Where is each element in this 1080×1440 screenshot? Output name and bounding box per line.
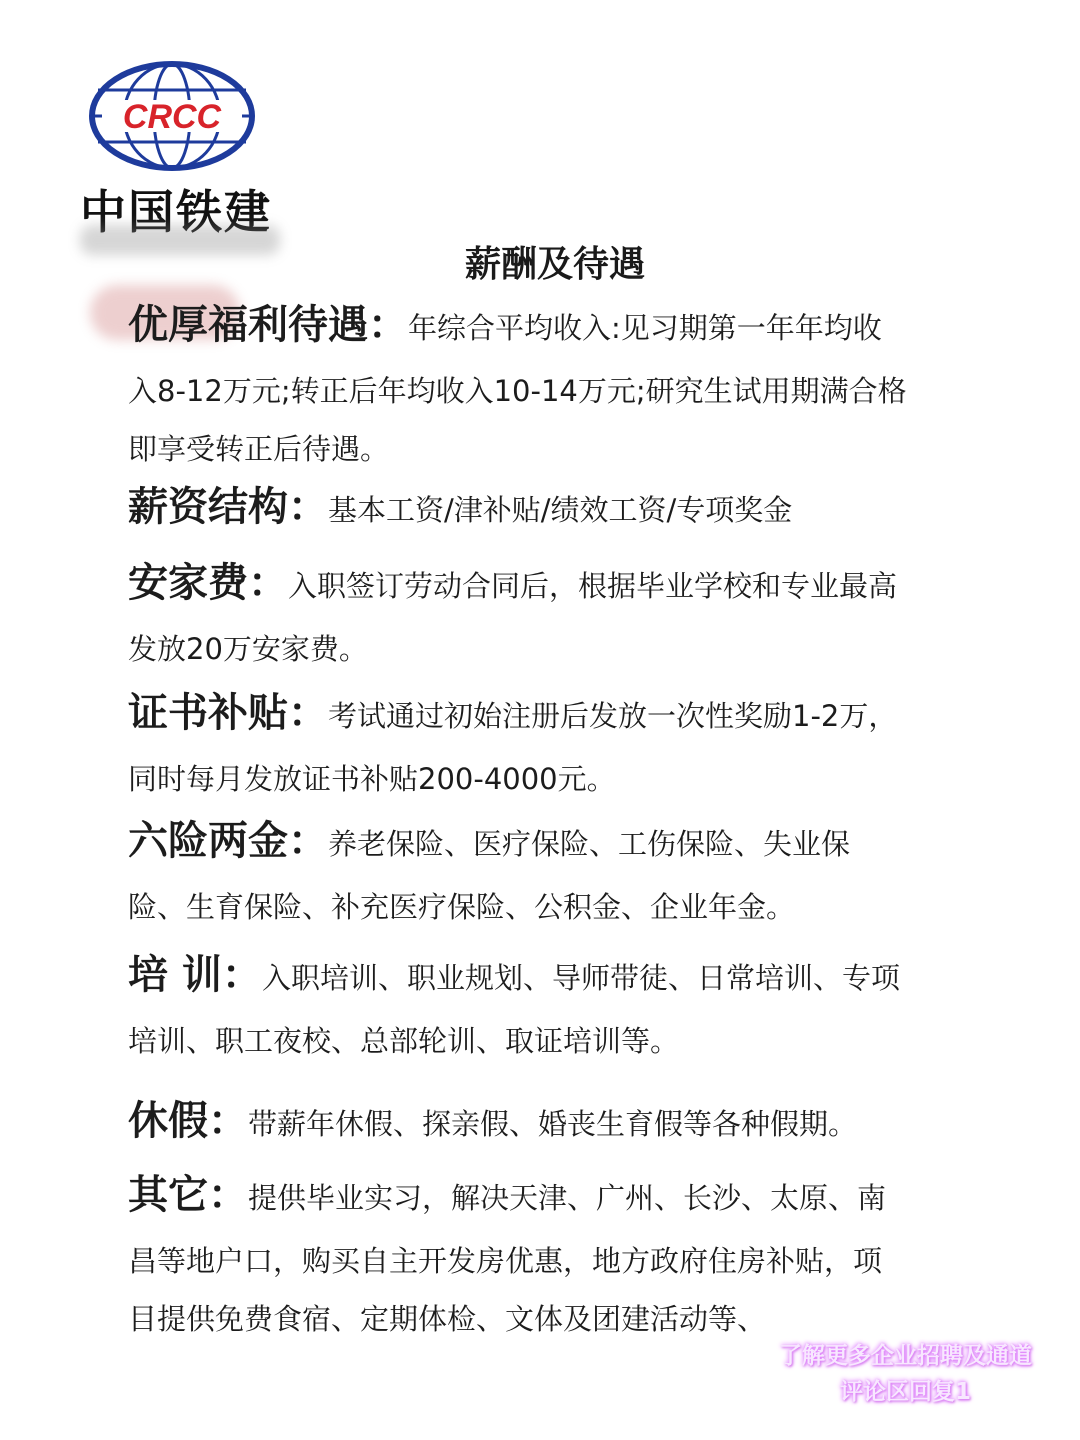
section-text: 提供毕业实习，解决天津、广州、长沙、太原、南: [248, 1181, 887, 1215]
comment-reply-watermark: [779, 1338, 1032, 1410]
section-label: 六险两金：: [128, 818, 328, 864]
section-text: 即享受转正后待遇。: [128, 432, 390, 466]
section-benefits: [128, 296, 907, 478]
section-text: 险、生育保险、补充医疗保险、公积金、企业年金。: [128, 890, 796, 924]
section-label: 休假：: [128, 1098, 248, 1144]
section-salary-structure: [128, 478, 792, 544]
section-text: 入职签订劳动合同后，根据毕业学校和专业最高: [288, 569, 898, 603]
section-label: 薪资结构：: [128, 484, 328, 530]
section-label: 安家费：: [128, 560, 288, 606]
section-text: 考试通过初始注册后发放一次性奖励1-2万，: [328, 699, 898, 733]
page-title: 薪酬及待遇: [464, 244, 645, 285]
section-text: 目提供免费食宿、定期体检、文体及团建活动等、: [128, 1302, 767, 1336]
section-text: 养老保险、医疗保险、工伤保险、失业保: [328, 827, 851, 861]
crcc-globe-icon: [88, 60, 256, 172]
section-text: 培训、职工夜校、总部轮训、取证培训等。: [128, 1024, 680, 1058]
section-other: [128, 1166, 886, 1348]
section-text: 年综合平均收入:见习期第一年年均收: [408, 311, 882, 345]
section-label: 优厚福利待遇：: [128, 302, 408, 348]
section-text: 基本工资/津补贴/绩效工资/专项奖金: [328, 493, 793, 527]
section-text: 带薪年休假、探亲假、婚丧生育假等各种假期。: [248, 1107, 858, 1141]
company-name-cn: 中国铁建: [80, 185, 272, 239]
section-text: 发放20万安家费。: [128, 632, 368, 666]
watermark-line: 评论区回复1: [839, 1379, 971, 1405]
section-label: 其它：: [128, 1172, 248, 1218]
company-logo: [80, 60, 280, 242]
section-training: [128, 946, 900, 1070]
section-insurance: [128, 812, 850, 936]
section-label: 培 训：: [128, 952, 262, 998]
section-text: 同时每月发放证书补贴200-4000元。: [128, 762, 616, 796]
watermark-line: 了解更多企业招聘及通道: [779, 1343, 1032, 1369]
section-text: 入8-12万元;转正后年均收入10-14万元;研究生试用期满合格: [128, 374, 907, 408]
crcc-emblem-text: CRCC: [122, 98, 222, 136]
section-certificate-subsidy: [128, 684, 897, 808]
section-text: 入职培训、职业规划、导师带徒、日常培训、专项: [261, 961, 900, 995]
section-vacation: [128, 1092, 857, 1158]
section-settlement-fee: [128, 554, 897, 678]
section-label: 证书补贴：: [128, 690, 328, 736]
section-text: 昌等地户口，购买自主开发房优惠，地方政府住房补贴，项: [128, 1244, 883, 1278]
